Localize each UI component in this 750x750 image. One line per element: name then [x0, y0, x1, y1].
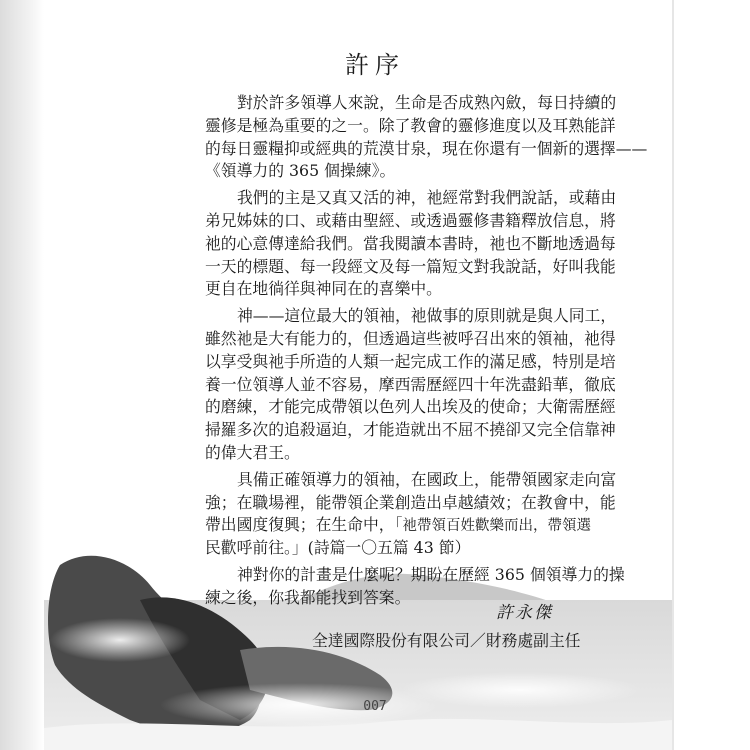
- text-line: 靈修是極為重要的之一。除了教會的靈修進度以及耳熟能詳: [205, 115, 616, 135]
- page-title: 許序: [345, 51, 405, 79]
- text-line: 以享受與祂手所造的人類一起完成工作的滿足感，特別是培: [205, 351, 616, 371]
- paragraph-1: [205, 92, 648, 183]
- paragraph-4: [205, 469, 617, 560]
- text-line: 強；在職場裡，能帶領企業創造出卓越績效；在教會中，能: [205, 492, 616, 512]
- text-line: 對於許多領導人來說，生命是否成熟內斂，每日持續的: [237, 93, 617, 112]
- text-line: 的磨練，才能完成帶領以色列人出埃及的使命；大衛需歷經: [205, 397, 616, 417]
- text-line: 我們的主是又真又活的神，祂經常對我們說話，或藉由: [237, 188, 617, 208]
- text-line: 具備正確領導力的領袖，在國政上，能帶領國家走向富: [237, 469, 617, 489]
- text-line: 掃羅多次的追殺逼迫，才能造就出不屈不撓卻又完全信靠神: [205, 420, 616, 440]
- text-line: 祂的心意傳達給我們。當我閱讀本書時，祂也不斷地透過每: [205, 233, 616, 253]
- text-line: 雖然祂是大有能力的，但透過這些被呼召出來的領袖，祂得: [205, 328, 616, 348]
- text-line-lead: 帶出國度復興；在生命中，「: [205, 515, 403, 535]
- text-line: 一天的標題、每一段經文及每一篇短文對我說話，好叫我能: [205, 256, 616, 276]
- text-line: 弟兄姊妹的口、或藉由聖經、或透過靈修書籍釋放信息，將: [205, 210, 616, 230]
- text-line: 民歡呼前往。」(詩篇一〇五篇 43 節）: [205, 538, 471, 558]
- text-line: 更自在地徜徉與神同在的喜樂中。: [205, 279, 442, 299]
- scripture-quote-part-1: 祂帶領百姓歡樂而出，帶領選: [402, 518, 591, 535]
- signature-title: 全達國際股份有限公司／財務處副主任: [312, 631, 581, 650]
- text-line: 神——這位最大的領袖，祂做事的原則就是與人同工，: [237, 306, 617, 326]
- text-line: 練之後，你我都能找到答案。: [205, 587, 411, 607]
- page-number: 007: [363, 699, 387, 714]
- text-line: 《領導力的 365 個操練》。: [205, 161, 396, 181]
- paragraph-2: [205, 187, 617, 301]
- text-line: 養一位領導人並不容易，摩西需歷經四十年洗盡鉛華，徹底: [205, 374, 616, 394]
- text-line: 神對你的計畫是什麼呢？期盼在歷經 365 個領導力的操: [237, 564, 625, 584]
- signature-name: 許永傑: [496, 603, 553, 623]
- preface-body: [205, 92, 648, 610]
- paragraph-3: [205, 305, 617, 465]
- text-line: 的每日靈糧抑或經典的荒漠甘泉，現在你還有一個新的選擇——: [205, 138, 648, 158]
- text-line: [205, 514, 591, 537]
- text-line: 的偉大君王。: [205, 442, 300, 462]
